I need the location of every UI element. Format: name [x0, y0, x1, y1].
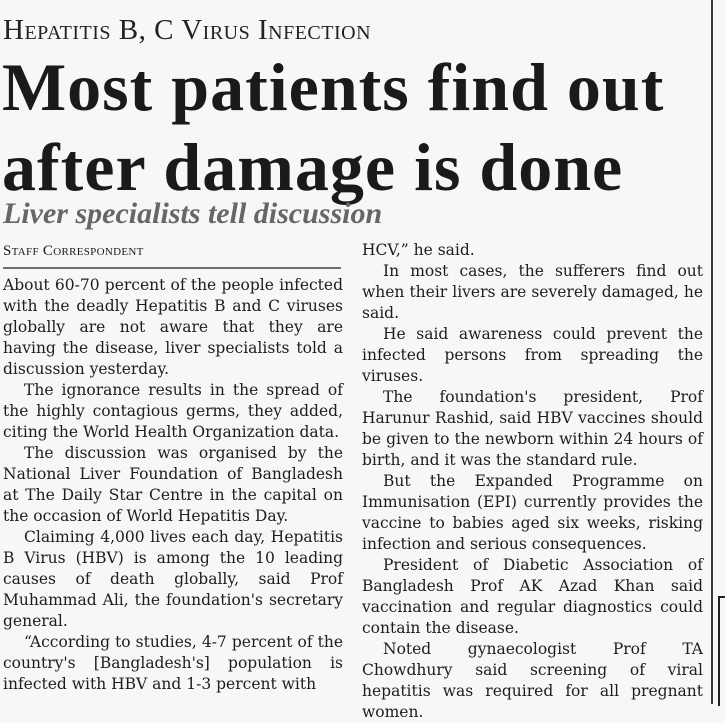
body-column-1: [3, 275, 343, 695]
paragraph: About 60-70 percent of the people infected with the deadly Hepatitis B and C viruses globally are not aware that they are having the disease, liver specialists told a discussion yesterday.: [3, 276, 343, 378]
headline: Most patients find out after damage is done: [2, 49, 665, 205]
body-column-2: [362, 240, 703, 723]
byline-rule: [3, 267, 341, 269]
paragraph: Claiming 4,000 lives each day, Hepatitis B Virus (HBV) is among the 10 leading causes of death globally, said Prof Muhammad Ali, the foundation's secretary general.: [3, 528, 343, 630]
paragraph: But the Expanded Programme on Immunisation (EPI) currently provides the vaccine to babies aged six weeks, risking infection and serious consequences.: [362, 472, 703, 553]
paragraph: The discussion was organised by the National Liver Foundation of Bangladesh at The Daily Star Centre in the capital on the occasion of World Hepatitis Day.: [3, 444, 343, 525]
kicker: Hepatitis B, C Virus Infection: [3, 14, 372, 46]
adjacent-box-edge: [718, 596, 725, 706]
paragraph: “According to studies, 4-7 percent of the country's [Bangladesh's] population is infected with HBV and 1-3 percent with: [3, 633, 343, 693]
deck-subheading: Liver specialists tell discussion: [3, 197, 383, 230]
column-divider-line: [711, 0, 713, 704]
paragraph: In most cases, the sufferers find out when their livers are severely damaged, he said.: [362, 262, 703, 322]
byline: Staff Correspondent: [3, 243, 144, 259]
paragraph: The foundation's president, Prof Harunur Rashid, said HBV vaccines should be given to the newborn within 24 hours of birth, and it was the standard rule.: [362, 388, 703, 469]
paragraph: President of Diabetic Association of Bangladesh Prof AK Azad Khan said vaccination and regular diagnostics could contain the disease.: [362, 556, 703, 637]
paragraph: The ignorance results in the spread of the highly contagious germs, they added, citing the World Health Organization data.: [3, 381, 343, 441]
paragraph: Noted gynaecologist Prof TA Chowdhury said screening of viral hepatitis was required for all pregnant women.: [362, 640, 703, 721]
paragraph-continuation: HCV,” he said.: [362, 241, 475, 259]
paragraph: He said awareness could prevent the infected persons from spreading the viruses.: [362, 325, 703, 385]
